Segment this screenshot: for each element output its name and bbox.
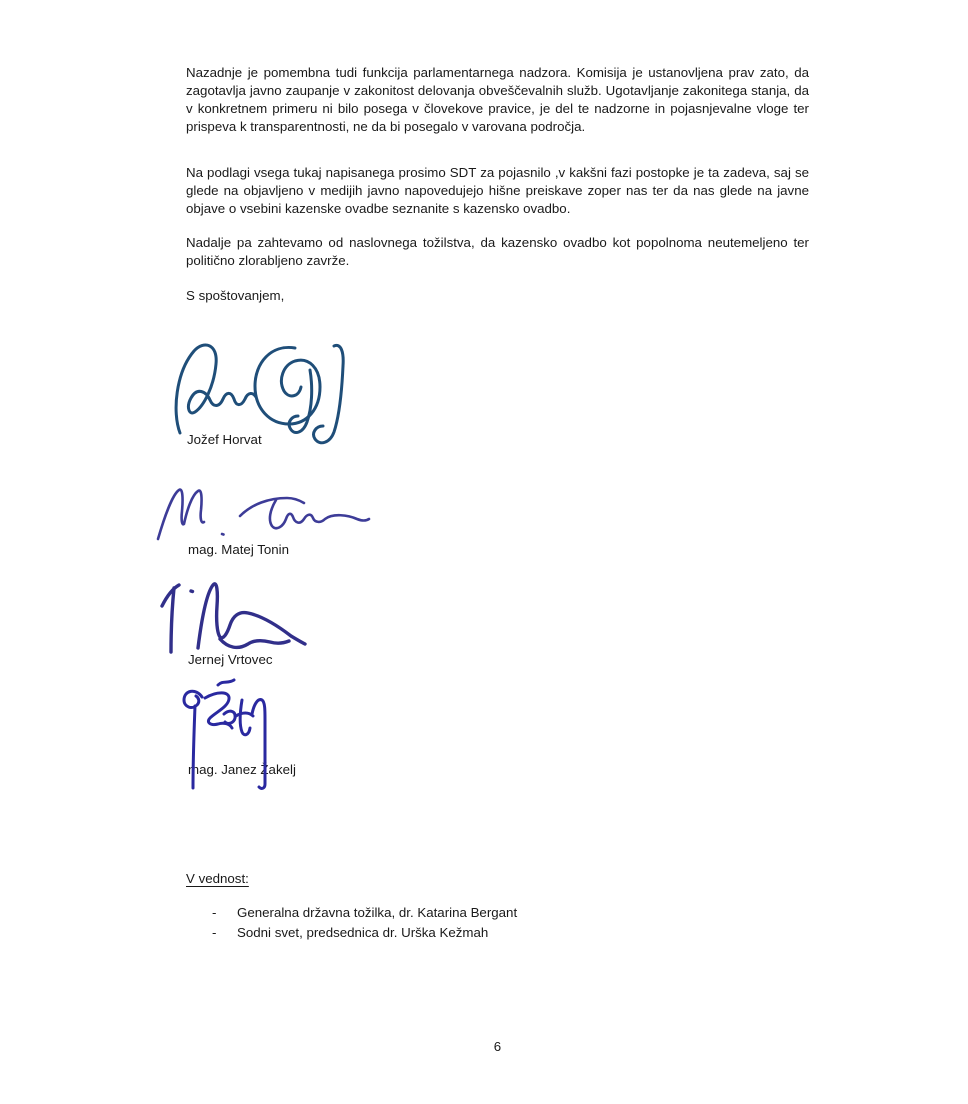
- paragraph-1: Nazadnje je pomembna tudi funkcija parlamentarnega nadzora. Komisija je ustanovljena prav zato, da zagotavlja javno zaupanje v zakonitost delovanja obveščevalnih služb. Ugotavljanje zakonitega stanja, da v konkretnem primeru ni bilo posega v človekove pravice, je del te nadzorne in pojasnjevalne vloge ter prispeva k transparentnosti, ne da bi posegalo v varovana področja.: [186, 65, 809, 134]
- paragraph-2: Na podlagi vsega tukaj napisanega prosimo SDT za pojasnilo ,v kakšni fazi postopke je ta zadeva, saj se glede na objavljeno v medijih javno napovedujejo hišne preiskave zoper nas ter da nas glede na javne objave o vsebini kazenske ovadbe seznanite s kazensko ovadbo.: [186, 165, 809, 216]
- signatory-name-jozef-horvat: Jožef Horvat: [187, 432, 262, 447]
- signature-janez-zakelj-image: [172, 676, 282, 794]
- cc-list-item: [212, 923, 517, 943]
- cc-dash: -: [212, 905, 217, 920]
- cc-item-text: Generalna državna tožilka, dr. Katarina Bergant: [237, 905, 518, 920]
- signature-jozef-horvat-image: [168, 336, 353, 448]
- cc-list: [212, 903, 517, 942]
- paragraph-3: Nadalje pa zahtevamo od naslovnega tožilstva, da kazensko ovadbo kot popolnoma neutemeljeno ter politično zlorabljeno zavrže.: [186, 235, 809, 268]
- signatory-name-jernej-vrtovec: Jernej Vrtovec: [188, 652, 273, 667]
- cc-item-text: Sodni svet, predsednica dr. Urška Kežmah: [237, 924, 489, 940]
- cc-list-item: [212, 903, 517, 923]
- signature-jernej-vrtovec-image: [158, 578, 313, 660]
- signatory-name-janez-zakelj: mag. Janez Žakelj: [188, 762, 296, 777]
- page-number: 6: [493, 1039, 502, 1054]
- cc-heading: V vednost:: [186, 871, 249, 886]
- signatory-name-matej-tonin: mag. Matej Tonin: [188, 542, 290, 557]
- cc-dash: -: [212, 924, 217, 940]
- closing-line: S spoštovanjem,: [186, 288, 285, 303]
- signature-matej-tonin-image: [152, 483, 372, 545]
